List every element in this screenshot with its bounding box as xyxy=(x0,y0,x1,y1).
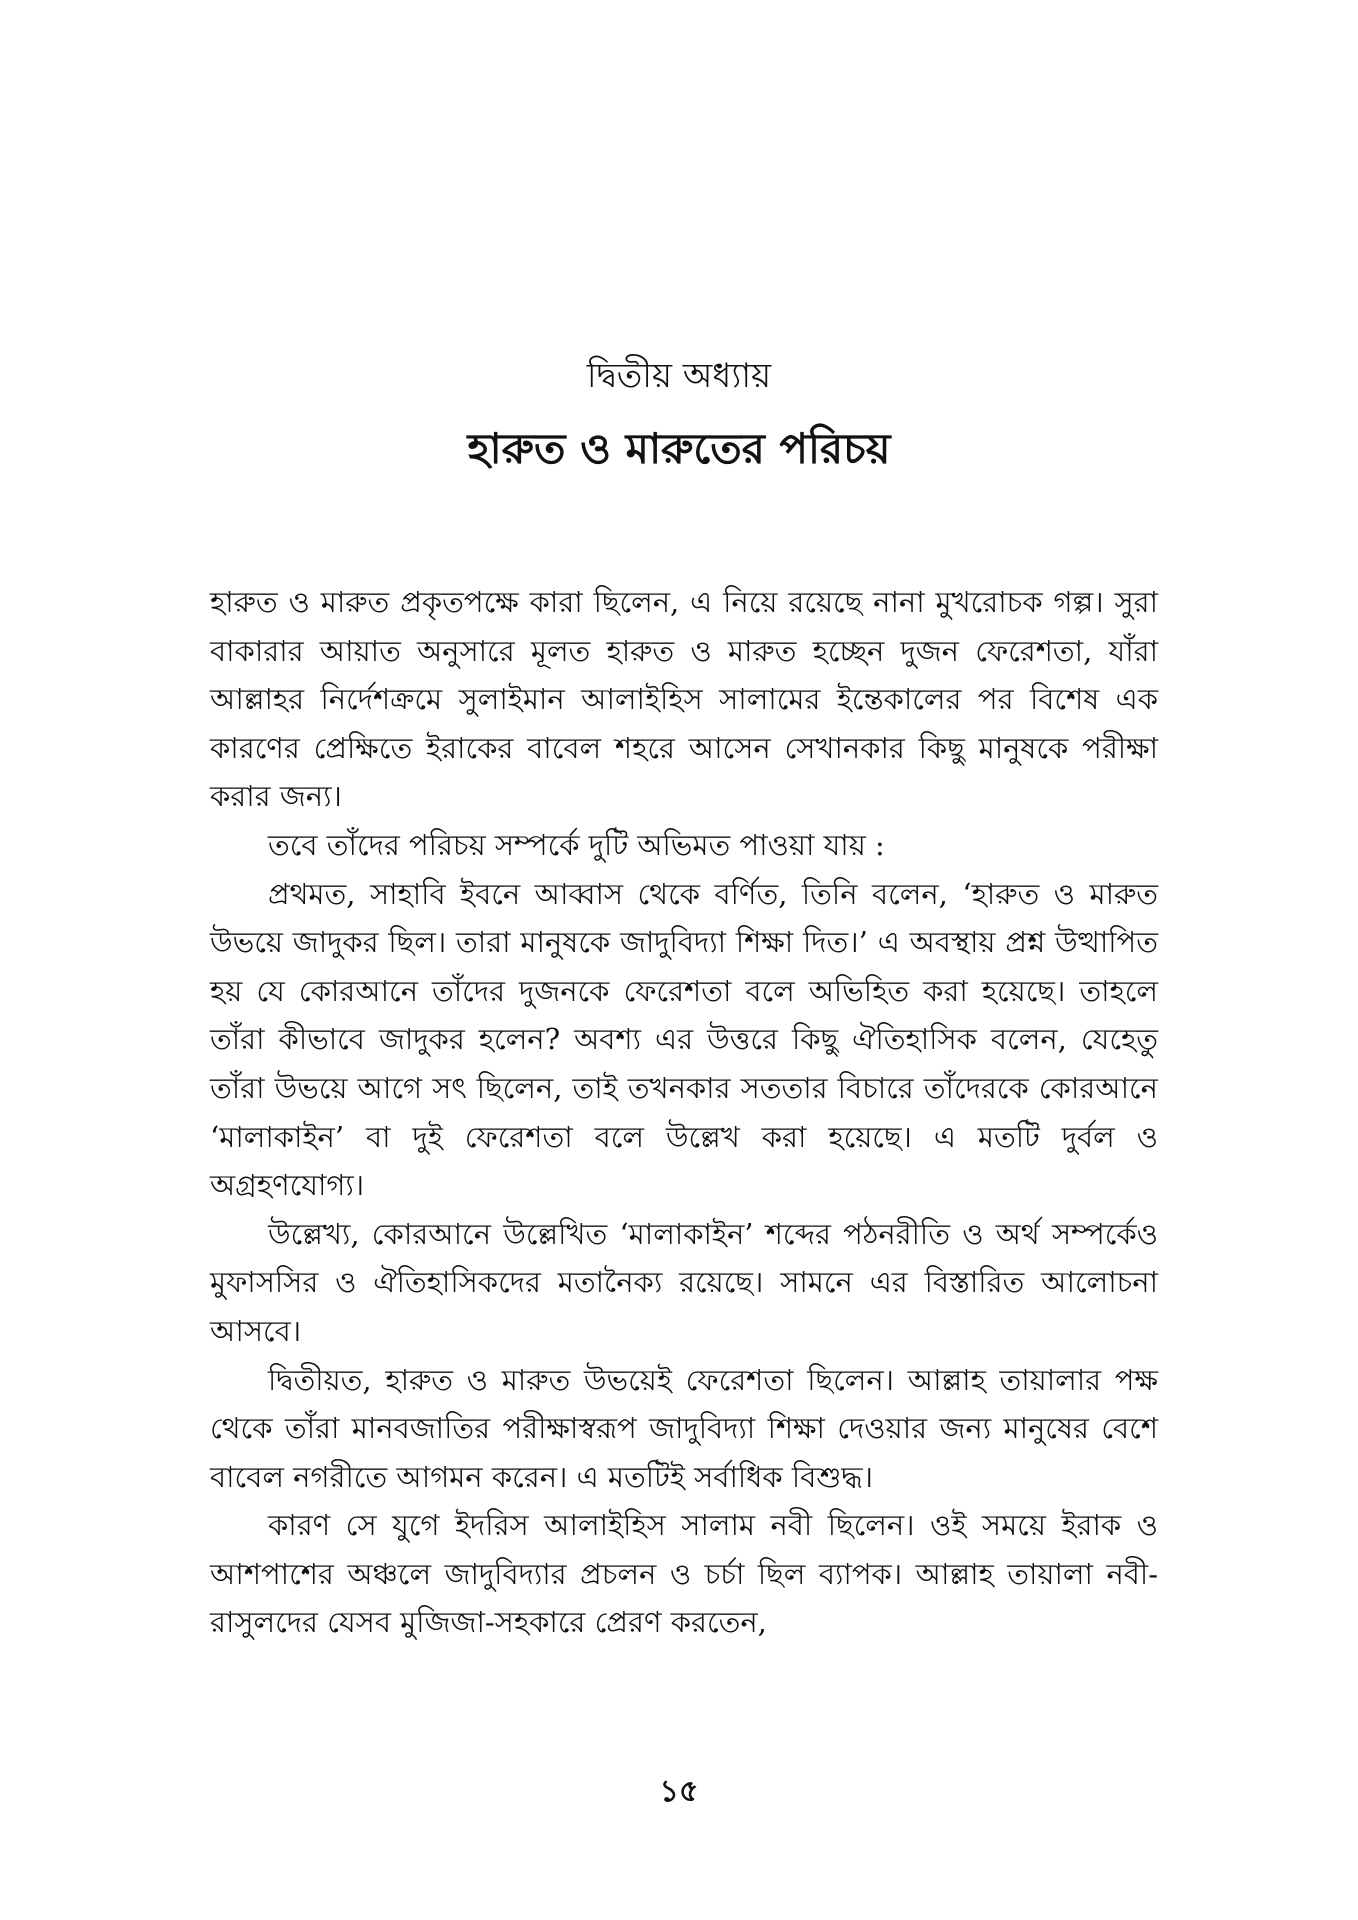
paragraph: উল্লেখ্য, কোরআনে উল্লেখিত ‘মালাকাইন’ শব্দের পঠনরীতি ও অর্থ সম্পর্কেও মুফাসসির ও ঐতিহাসিকদের মতানৈক্য রয়েছে। সামনে এর বিস্তারিত আলোচনা আসবে। xyxy=(210,1216,1158,1348)
paragraph: দ্বিতীয়ত, হারুত ও মারুত উভয়েই ফেরেশতা ছিলেন। আল্লাহ তায়ালার পক্ষ থেকে তাঁরা মানবজাতির পরীক্ষাস্বরূপ জাদুবিদ্যা শিক্ষা দেওয়ার জন্য মানুষের বেশে বাবেল নগরীতে আগমন করেন। এ মতটিই সর্বাধিক বিশুদ্ধ। xyxy=(210,1362,1158,1494)
paragraph: কারণ সে যুগে ইদরিস আলাইহিস সালাম নবী ছিলেন। ওই সময়ে ইরাক ও আশপাশের অঞ্চলে জাদুবিদ্যার প্রচলন ও চর্চা ছিল ব্যাপক। আল্লাহ তায়ালা নবী-রাসুলদের যেসব মুজিজা-সহকারে প্রেরণ করতেন, xyxy=(210,1508,1158,1640)
chapter-label: দ্বিতীয় অধ্যায় xyxy=(586,356,772,396)
paragraph: হারুত ও মারুত প্রকৃতপক্ষে কারা ছিলেন, এ নিয়ে রয়েছে নানা মুখরোচক গল্প। সুরা বাকারার আয়াত অনুসারে মূলত হারুত ও মারুত হচ্ছেন দুজন ফেরেশতা, যাঁরা আল্লাহর নির্দেশক্রমে সুলাইমান আলাইহিস সালামের ইন্তেকালের পর বিশেষ এক কারণের প্রেক্ষিতে ইরাকের বাবেল শহরে আসেন সেখানকার কিছু মানুষকে পরীক্ষা করার জন্য। xyxy=(210,585,1158,814)
paragraph: তবে তাঁদের পরিচয় সম্পর্কে দুটি অভিমত পাওয়া যায় : xyxy=(268,827,885,862)
body-text xyxy=(210,578,1158,1647)
page-number: ১৫ xyxy=(659,1774,699,1809)
chapter-title: হারুত ও মারুতের পরিচয় xyxy=(467,424,891,473)
paragraph: প্রথমত, সাহাবি ইবনে আব্বাস থেকে বর্ণিত, তিনি বলেন, ‘হারুত ও মারুত উভয়ে জাদুকর ছিল। তারা মানুষকে জাদুবিদ্যা শিক্ষা দিত।’ এ অবস্থায় প্রশ্ন উত্থাপিত হয় যে কোরআনে তাঁদের দুজনকে ফেরেশতা বলে অভিহিত করা হয়েছে। তাহলে তাঁরা কীভাবে জাদুকর হলেন? অবশ্য এর উত্তরে কিছু ঐতিহাসিক বলেন, যেহেতু তাঁরা উভয়ে আগে সৎ ছিলেন, তাই তখনকার সততার বিচারে তাঁদেরকে কোরআনে ‘মালাকাইন’ বা দুই ফেরেশতা বলে উল্লেখ করা হয়েছে। এ মতটি দুর্বল ও অগ্রহণযোগ্য। xyxy=(210,876,1158,1203)
